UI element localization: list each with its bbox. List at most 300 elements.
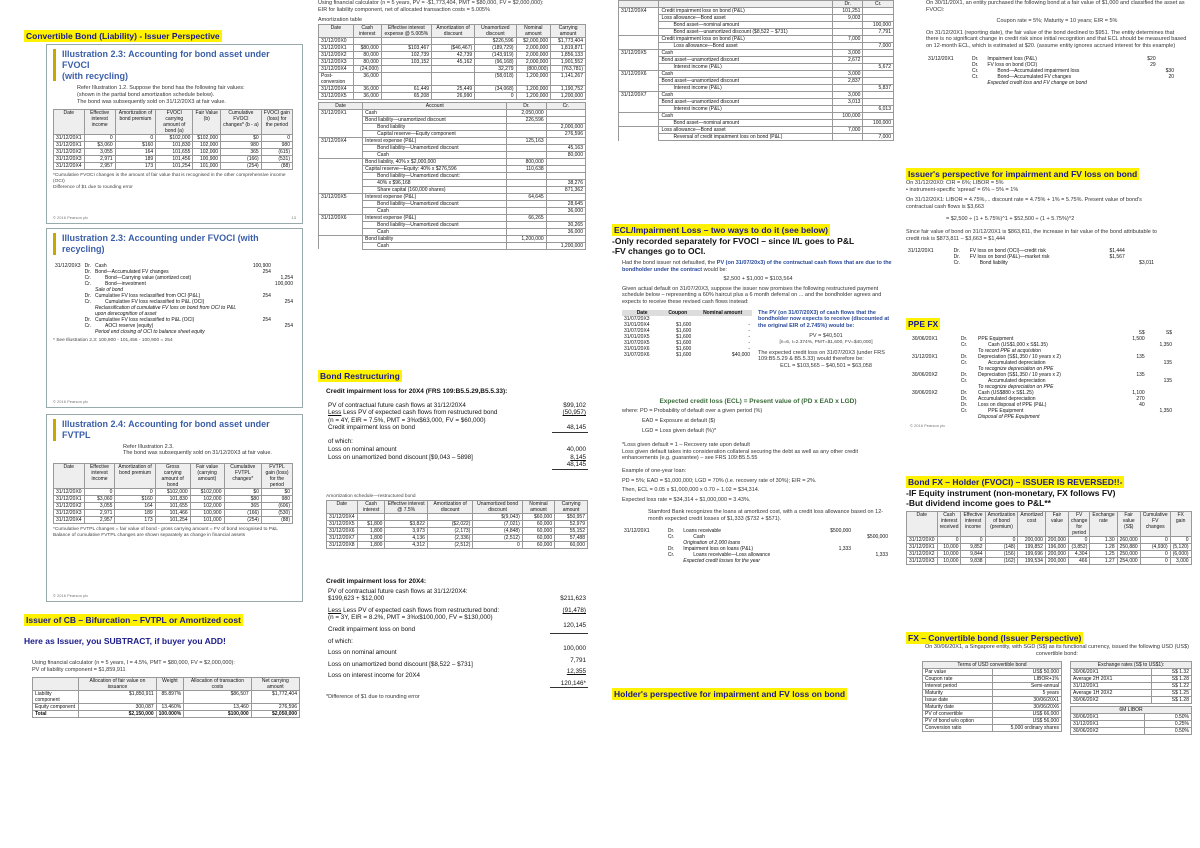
- illustration-fvoci-accounting: [46, 228, 303, 408]
- journal-line: [319, 228, 586, 235]
- table-cell: 0: [475, 92, 516, 99]
- impairment-value: 100,000: [563, 645, 586, 653]
- column-header: Effective interest expense @ 5.005%: [381, 24, 431, 37]
- journal-line: [319, 123, 586, 130]
- table-cell: $226,596: [475, 37, 516, 44]
- journal-date: [619, 113, 659, 120]
- table-cell: 31/12/20X1: [54, 495, 85, 502]
- table-cell: (531): [261, 156, 292, 163]
- table-cell: 1.27: [1090, 557, 1117, 564]
- column-header: Amortization of bond premium: [115, 110, 156, 135]
- journal-line: [619, 120, 894, 127]
- table-cell: 2,957: [84, 516, 115, 523]
- journal-note: * See Illustration 2.3: 100,900 - 101,456 - 100,900 = 254: [53, 337, 173, 343]
- journal-debit: [507, 172, 546, 179]
- journal-line: [619, 64, 894, 71]
- table-row: [907, 557, 1192, 564]
- table-cell: $3,060: [84, 495, 115, 502]
- column-header: Cash interest: [357, 500, 385, 513]
- table-cell: 1,819,871: [551, 44, 586, 51]
- table-cell: 31/12/20X3: [54, 509, 85, 516]
- table-cell: Average 2H 20X1: [1071, 676, 1152, 683]
- table-cell: PV of bond w/o option: [923, 718, 993, 725]
- pv-text: The PV (on 31/07/20X3) of cash flows that the bondholder now expects to receive (discounted at the original EIR of 2.745%) would be:: [758, 309, 890, 329]
- column-header: Date: [327, 500, 358, 513]
- footer: © 2016 Pearson plc: [53, 215, 89, 221]
- table-cell: Total: [33, 711, 79, 718]
- table-cell: 101,000: [190, 516, 224, 523]
- journal-cell: 30/06/20X2: [912, 390, 938, 396]
- journal-date: [319, 144, 363, 151]
- journal-debit: 800,000: [507, 158, 546, 165]
- table-cell: 200,000: [1045, 550, 1068, 557]
- table-cell: 102,000: [193, 142, 221, 149]
- journal-credit: 28,645: [546, 200, 585, 207]
- journal-date: [319, 242, 363, 249]
- table-cell: 31/12/20X1: [1071, 683, 1152, 690]
- table-cell: 31/12/20X7: [327, 534, 358, 541]
- journal-cell: Disposal of PPE Equipment: [978, 414, 1040, 420]
- journal-debit: 64,645: [507, 193, 546, 200]
- table-cell: 1,200,000: [551, 92, 586, 99]
- fvoci-example-terms: Coupon rate = 5%; Maturity = 10 years; EIR = 5%: [996, 18, 1118, 25]
- journal-cell: PPE Equipment: [988, 408, 1024, 414]
- journal-cell: Cr.: [84, 274, 91, 281]
- journal-debit: [507, 207, 546, 214]
- table-cell: 4,304: [1068, 550, 1089, 557]
- table-row: [54, 516, 293, 523]
- journal-credit: 5,672: [863, 64, 894, 71]
- journal-cell: Dr.: [953, 248, 961, 255]
- table-cell: (800,000): [516, 65, 551, 72]
- column-header: Date: [907, 511, 938, 536]
- journal-cell: Cash (US$880 x S$1.25): [978, 390, 1034, 396]
- table-cell: $40,000: [731, 351, 750, 358]
- table-cell: 196,000: [1045, 543, 1068, 550]
- journal-date: [319, 123, 363, 130]
- table-row: [319, 44, 586, 51]
- table-cell: 199,534: [1018, 557, 1046, 564]
- illustration-subtitle: (with recycling): [62, 70, 129, 81]
- issuer-cb-heading: Issuer of CB – Bifurcation – FVTPL or Amortized cost: [26, 615, 241, 625]
- table-cell: [432, 37, 475, 44]
- journal-cell: Dr.: [960, 372, 968, 378]
- journal-date: 31/12/20X7: [619, 92, 659, 99]
- ecl-definition: LGD = Loss given default (%)*: [642, 427, 717, 434]
- journal-cell: Cr.: [971, 73, 979, 80]
- table-cell: Average 1H 20X2: [1071, 690, 1152, 697]
- table-cell: (2,336): [427, 534, 472, 541]
- table-row: [923, 676, 1062, 683]
- journal-account: Cash: [659, 113, 833, 120]
- journal-cell: Reclassification of cumulative FV loss on bond from OCI to P&L upon derecognition of asset: [94, 304, 237, 317]
- table-row: [1071, 676, 1192, 683]
- table-cell: LIBOR+1%: [992, 676, 1061, 683]
- journal-credit: 276,596: [546, 130, 585, 137]
- journal-cell: Cr.: [960, 360, 968, 366]
- ecl-definition: PD = Probability of default over a given period (%): [640, 408, 763, 415]
- journal-cell: 30/06/20X2: [912, 372, 938, 378]
- journal-account: Bond asset—unamortized discount: [659, 57, 833, 64]
- journal-cell: Dr.: [667, 528, 675, 535]
- column-header: Gross carrying amount of bond: [155, 463, 190, 488]
- journal-date: 31/12/20X4: [619, 8, 659, 15]
- table-cell: Interest period: [923, 683, 993, 690]
- table-cell: 101,456: [156, 156, 193, 163]
- table-cell: 5,000 ordinary shares: [992, 725, 1061, 732]
- fvoci-table: [53, 109, 293, 170]
- journal-cell: [251, 329, 273, 335]
- journal-cell: Depreciation (S$1,350 / 10 years x 2): [978, 354, 1061, 360]
- table-cell: 980: [261, 142, 292, 149]
- table-cell: (189,729): [475, 44, 516, 51]
- journal-account: Cash: [363, 109, 507, 116]
- table-cell: $1,600: [676, 321, 692, 328]
- journal-account: 40% x $96,168: [363, 179, 507, 186]
- spread-text: • instrument-specific 'spread' = 6% – 5% = 1%: [906, 186, 1019, 193]
- journal-line: [910, 414, 1174, 420]
- pv-equation: PV = $40,501: [809, 333, 843, 340]
- column-header: Amortization of discount: [427, 500, 472, 513]
- table-cell: 0: [84, 135, 115, 142]
- table-row: [54, 156, 293, 163]
- journal-cell: Loans receivable—Loss allowance: [693, 552, 771, 559]
- journal-account: Bond asset—nominal amount: [659, 22, 833, 29]
- column-header: Date: [319, 102, 363, 109]
- table-cell: $1,600: [676, 339, 692, 346]
- impairment-line: $199,623 + $12,000: [328, 595, 385, 603]
- table-cell: 3,000: [1170, 557, 1191, 564]
- journal-cell: [959, 414, 976, 420]
- journal-line: [319, 207, 586, 214]
- journal-cell: 270: [1136, 396, 1145, 402]
- journal-credit: 45,163: [546, 144, 585, 151]
- journal-cell: Bond—Accumulated FV changes: [94, 268, 169, 275]
- impairment-line: PV of contractual future cash flows at 31/12/20X4: [328, 401, 466, 409]
- journal-cell: 20: [1168, 73, 1174, 80]
- column-header: Cumulative FV changes: [1140, 511, 1170, 536]
- table-cell: 1,901,552: [551, 58, 586, 65]
- journal-line: [319, 200, 586, 207]
- journal-date: [619, 106, 659, 113]
- table-cell: 101,466: [155, 509, 190, 516]
- column-header: Dr.: [507, 102, 546, 109]
- table-cell: 100,900: [190, 509, 224, 516]
- table-cell: 0: [115, 488, 155, 495]
- calc-line: PV of liability component = $1,859,911: [32, 666, 126, 673]
- table-cell: Maturity: [923, 690, 993, 697]
- impairment-value: 48,145: [552, 461, 588, 469]
- table-cell: $102,000: [156, 135, 193, 142]
- journal-date: [319, 228, 363, 235]
- column-header: Amortization of discount: [432, 24, 475, 37]
- journal-cell: Cr.: [971, 67, 979, 74]
- table-cell: 199,852: [1018, 543, 1046, 550]
- journal-line: [319, 137, 586, 144]
- column-header: S$: [1165, 330, 1172, 336]
- impairment-title: Credit impairment loss for 20X4:: [326, 578, 427, 585]
- journal-debit: [832, 29, 863, 36]
- table-cell: (254): [224, 516, 261, 523]
- issuer-fv-journal: [906, 248, 1156, 266]
- table-cell: S$ 1.22: [1151, 683, 1191, 690]
- table-cell: 101,655: [155, 502, 190, 509]
- impairment-line: (n = 4Y, EIR = 7.5%, PMT = 3%x$63,000, FV = $60,000): [328, 416, 486, 424]
- table-header-row: [923, 662, 1062, 669]
- table-cell: 101,254: [155, 516, 190, 523]
- table-cell: 10,000: [937, 550, 961, 557]
- journal-line: [319, 193, 586, 200]
- journal-account: Capital reserve—Equity: 40% x $276,596: [363, 165, 507, 172]
- column-header: Exchange rate: [1090, 511, 1117, 536]
- table-header-row: [33, 678, 300, 691]
- table-cell: Maturity date: [923, 704, 993, 711]
- journal-debit: [507, 200, 546, 207]
- journal-cell: [1119, 414, 1146, 420]
- impairment-line: Loss on unamortized bond discount [$8,522 – $731]: [328, 660, 473, 668]
- journal-debit: 66,265: [507, 214, 546, 221]
- table-cell: (143,919): [475, 51, 516, 58]
- table-row: [907, 543, 1192, 550]
- journal-credit: 100,000: [863, 22, 894, 29]
- journal-cell: 31/12/20X1: [912, 354, 938, 360]
- journal-cell: $3,011: [1139, 260, 1154, 267]
- table-cell: US$ 50,000: [992, 669, 1061, 676]
- table-cell: S$ 1.28: [1151, 697, 1191, 704]
- table-cell: Equity component: [33, 704, 79, 711]
- column-header: Dr.: [832, 1, 863, 8]
- journal-account: Interest income (P&L): [659, 106, 833, 113]
- journal-line: [319, 179, 586, 186]
- journal-line: [619, 57, 894, 64]
- journal-cell: Dr.: [84, 316, 91, 323]
- allocation-table: [32, 677, 300, 718]
- table-cell: $0: [224, 488, 261, 495]
- column-header: Weight: [156, 678, 184, 691]
- column-header: Cash interest: [353, 24, 381, 37]
- table-row: [1071, 690, 1192, 697]
- journal-table: [318, 102, 586, 250]
- journal-cell: Bond—Accumulated FV changes: [997, 73, 1072, 80]
- table-cell: 31/12/20X2: [319, 51, 354, 58]
- journal-date: [619, 120, 659, 127]
- journal-line: [619, 8, 894, 15]
- table-cell: (156): [985, 550, 1018, 557]
- rounding-note: *Difference of $1 due to rounding error: [326, 694, 420, 701]
- table-cell: $2,150,000: [79, 711, 156, 718]
- illustration-intro: (shown in the partial bond amortization schedule below).: [77, 91, 215, 98]
- table-cell: [385, 513, 427, 520]
- journal-cell: 135: [1136, 372, 1145, 378]
- journal-cell: $20: [1147, 55, 1156, 62]
- table-cell: 61,449: [381, 85, 431, 92]
- journal-line: [619, 85, 894, 92]
- journal-account: Interest expense (P&L): [363, 193, 507, 200]
- table-cell: $102,000: [155, 488, 190, 495]
- column-header: Fair value (S$): [1117, 511, 1140, 536]
- table-cell: 250,000: [1117, 550, 1140, 557]
- table-cell: (4,848): [473, 527, 522, 534]
- journal-debit: 3,013: [832, 99, 863, 106]
- journal-cell: Bond—Carrying value (amortized cost): [104, 274, 192, 281]
- journal-account: Cash: [659, 71, 833, 78]
- table-cell: 164: [115, 502, 155, 509]
- table-cell: 1,200,000: [516, 72, 551, 85]
- journal-credit: [546, 158, 585, 165]
- journal-debit: [832, 134, 863, 141]
- impairment-line: Loss on unamortized bond discount [$9,043 – 5898]: [328, 453, 473, 461]
- journal-line: [619, 113, 894, 120]
- journal-debit: 2,837: [832, 78, 863, 85]
- journal-debit: 125,163: [507, 137, 546, 144]
- journal-cell: [1097, 260, 1127, 266]
- journal-account: Interest income (P&L): [659, 85, 833, 92]
- spread-text: On 31/12/20X1: LIBOR = 4.75%,... discount rate = 4.75% + 1% = 5.75%. Present value of bond's contractual cash flows is $3,663: [906, 197, 1142, 210]
- journal-cell: [83, 305, 93, 317]
- journal-cell: 254: [284, 322, 293, 329]
- journal-cell: 135: [1136, 354, 1145, 360]
- impairment-value: 48,145: [552, 424, 588, 432]
- column-header: Fair value (carrying amount): [190, 463, 224, 488]
- table-cell: 2,000,000: [516, 44, 551, 51]
- table-cell: 31/12/20X1: [907, 543, 938, 550]
- table-cell: $86,507: [184, 691, 252, 704]
- table-cell: 60,000: [522, 534, 554, 541]
- table-cell: 100.000%: [156, 711, 184, 718]
- calc-line: Using financial calculator (n = 5 years, I = 4.5%, PMT = $80,000, FV = $2,000,000):: [32, 660, 235, 666]
- table-row: [319, 92, 586, 99]
- table-cell: 31/12/20X0: [907, 536, 938, 543]
- column-header: Effective interest income: [84, 463, 115, 488]
- journal-line: [619, 15, 894, 22]
- journal-credit: [546, 172, 585, 179]
- journal-date: 31/12/20X1: [319, 109, 363, 116]
- journal-cell: Cash: [693, 534, 705, 541]
- table-row: [923, 683, 1062, 690]
- table-cell: 101,830: [155, 495, 190, 502]
- journal-cell: PPE Equipment: [978, 336, 1014, 342]
- journal-debit: [507, 130, 546, 137]
- journal-date: [319, 130, 363, 137]
- journal-cell: Dr.: [960, 396, 968, 402]
- lgd-note: Loss given default takes into consideration collateral securing the debt as well as any other credit enhancements (e.g. guarantee) – see FRS 109:B5.5.55: [622, 448, 859, 462]
- journal-credit: 1,200,000: [546, 242, 585, 249]
- journal-credit: 30,265: [546, 221, 585, 228]
- illustration-intro: Refer Illustration 1.2. Suppose the bond has the following fair values:: [77, 85, 245, 92]
- table-cell: 0: [985, 536, 1018, 543]
- table-cell: (3,852): [1068, 543, 1089, 550]
- journal-date: 31/12/20X5: [319, 193, 363, 200]
- table-cell: 0: [1140, 557, 1170, 564]
- table-cell: 13,460: [184, 704, 252, 711]
- table-cell: 31/12/20X3: [54, 156, 85, 163]
- table-row: [907, 536, 1192, 543]
- table-cell: 13.460%: [156, 704, 184, 711]
- table-note: Balance of cumulative FVTPL changes are shown separately as change in financial assets: [53, 532, 246, 538]
- journal-line: [619, 22, 894, 29]
- impairment-value: 120,146*: [550, 680, 588, 688]
- lgd-note: *Loss given default = 1 – Recovery rate upon default: [622, 442, 750, 449]
- fvoci-journal: [53, 263, 295, 335]
- journal-credit: [546, 235, 585, 242]
- table-row: [923, 704, 1062, 711]
- table-cell: Issue date: [923, 697, 993, 704]
- column-header: [619, 1, 659, 8]
- table-cell: 1,800: [357, 541, 385, 548]
- table-cell: $100,000: [184, 711, 252, 718]
- table-cell: 365: [224, 502, 261, 509]
- journal-account: Bond liability—Unamortized discount: [363, 200, 507, 207]
- table-row: [923, 718, 1062, 725]
- impairment-20x4-b: Credit impairment loss for 20X4: PV of contractual future cash flows at 31/12/20X4: $199,623 + $12,000 $211,623 Less Less PV of expected cash flows from restructured bond: (91,478) (n = 3Y, EIR = 8.2%, PMT = 3%x$100,000, FV = $130,000) Credit impairment loss on bond 120,145 of which: Loss on nominal amount 100,000 Loss on unamortized bond discount [$8,522 – $731] 7,791 Loss on interest income for 20X4 12,355 120,146* *Difference of $1 due to rounding error: [326, 578, 586, 701]
- column-header: Fair Value (b): [193, 110, 221, 135]
- bond-fx-heading: Bond FX – Holder (FVOCI) – ISSUER IS REVERSED!!-: [908, 477, 1123, 487]
- impairment-line: Loss on nominal amount: [328, 649, 397, 657]
- fvoci-example-text: On 30/11/20X1, an entity purchased the following bond at a fair value of $1,000 and classified the asset as FVOCI:: [926, 0, 1185, 13]
- impairment-line: Less PV of expected cash flows from restructured bond: [343, 409, 498, 417]
- table-cell: 199,696: [1018, 550, 1046, 557]
- column-1: [24, 0, 304, 848]
- journal-cell: Cr.: [667, 534, 675, 541]
- journal-cell: Cr.: [953, 260, 961, 267]
- table-cell: 60,000: [522, 541, 554, 548]
- journal-credit: [863, 8, 894, 15]
- table-cell: 65,208: [381, 92, 431, 99]
- table-cell: 31/12/20X4: [54, 516, 85, 523]
- journal-cell: [853, 558, 890, 564]
- journal-line: [906, 260, 1156, 266]
- journal-line: [619, 127, 894, 134]
- pv-text: The expected credit loss on 31/07/20X3 (under FRS 109:B5.5.29 & B5.5.33) would therefore be:: [758, 349, 885, 363]
- fvoci-example-text: On 31/12/20X1 (reporting date), the fair value of the bond declined to $951. The entity determines that there is no significant change in credit risk since initial recognition and that ECL should be measured based on 12-month ECL, which is estimated at $20. (assume entity ignores accrued interest for this example): [926, 29, 1187, 49]
- journal-credit: 5,837: [863, 85, 894, 92]
- journal-debit: [832, 64, 863, 71]
- table-header-row: [327, 500, 588, 513]
- journal-credit: [863, 127, 894, 134]
- journal-cell: Cash (US$1,000 x S$1.35): [988, 342, 1048, 348]
- journal-account: Loss allowance—Bond asset: [659, 127, 833, 134]
- table-row: [327, 520, 588, 527]
- illustration-intro: Refer Illustration 2.3.: [123, 443, 174, 450]
- journal-credit: [863, 99, 894, 106]
- journal-debit: [832, 22, 863, 29]
- journal-cell: 31/12/20X1: [928, 55, 954, 62]
- journal-debit: [507, 179, 546, 186]
- table-cell: 164: [115, 149, 156, 156]
- journal-account: Loss allowance—Bond asset: [659, 43, 833, 50]
- table-cell: 45,162: [432, 58, 475, 65]
- journal-date: [619, 134, 659, 141]
- journal-debit: 3,000: [832, 71, 863, 78]
- journal-account: Cash: [363, 151, 507, 158]
- journal-cell: 1,350: [1159, 408, 1172, 414]
- holder-heading: Holder's perspective for impairment and FV loss on bond: [614, 689, 846, 699]
- journal-cell: Origination of 2,000 loans: [683, 540, 741, 547]
- table-cell: (34,068): [475, 85, 516, 92]
- table-row: [319, 72, 586, 85]
- table-cell: 0: [937, 536, 961, 543]
- table-cell: $0: [221, 135, 262, 142]
- table-cell: 1.28: [1090, 543, 1117, 550]
- journal-line: [619, 92, 894, 99]
- journal-cell: To record PPE at acquisition: [978, 348, 1041, 354]
- table-cell: 31/12/20X0: [319, 37, 354, 44]
- journal-credit: 7,791: [863, 29, 894, 36]
- journal-account: Bond asset—unamortized discount: [659, 78, 833, 85]
- journal-debit: 7,000: [832, 127, 863, 134]
- table-cell: 0: [473, 541, 522, 548]
- table-cell: -: [748, 327, 750, 334]
